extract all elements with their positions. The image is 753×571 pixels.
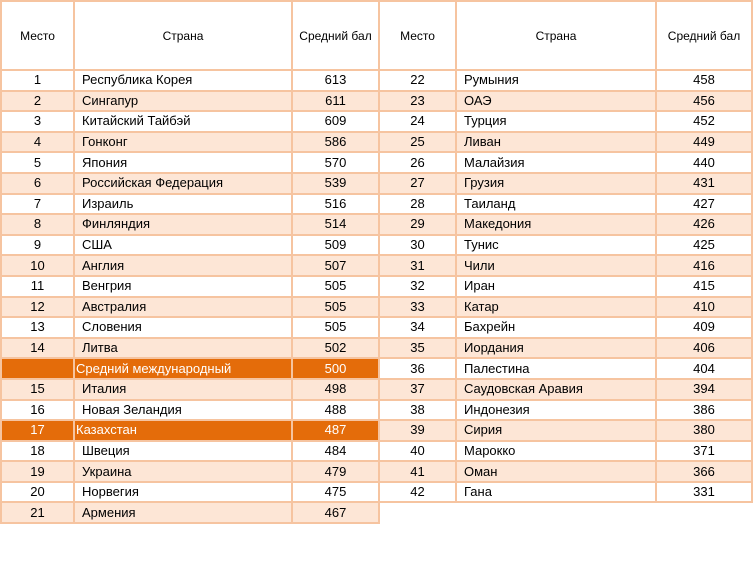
country-cell: Саудовская Аравия <box>456 379 656 400</box>
rank-cell: 4 <box>1 132 74 153</box>
table-row <box>1 482 379 503</box>
country-cell: Тунис <box>456 235 656 256</box>
score-cell: 456 <box>656 91 752 112</box>
country-cell: Гана <box>456 482 656 503</box>
rank-cell: 8 <box>1 214 74 235</box>
country-cell: Российская Федерация <box>74 173 292 194</box>
score-cell: 449 <box>656 132 752 153</box>
table-row <box>379 152 752 173</box>
score-cell: 366 <box>656 461 752 482</box>
table-row <box>379 255 752 276</box>
table-row <box>379 70 752 91</box>
left-table-body <box>1 1 379 523</box>
score-cell: 498 <box>292 379 379 400</box>
left-table <box>0 0 380 524</box>
score-cell: 458 <box>656 70 752 91</box>
rank-cell: 39 <box>379 420 456 441</box>
country-cell: Словения <box>74 317 292 338</box>
country-cell: Финляндия <box>74 214 292 235</box>
rank-cell: 5 <box>1 152 74 173</box>
score-cell: 613 <box>292 70 379 91</box>
rank-cell: 1 <box>1 70 74 91</box>
country-cell: Катар <box>456 297 656 318</box>
table-row <box>379 276 752 297</box>
country-cell: Средний международный <box>74 358 292 379</box>
rank-cell: 33 <box>379 297 456 318</box>
rank-cell: 37 <box>379 379 456 400</box>
country-cell: Палестина <box>456 358 656 379</box>
header-score: Средний бал <box>292 1 379 70</box>
rank-cell: 29 <box>379 214 456 235</box>
rank-cell: 40 <box>379 441 456 462</box>
table-row <box>1 214 379 235</box>
rank-cell: 13 <box>1 317 74 338</box>
country-cell: Таиланд <box>456 194 656 215</box>
rank-cell: 18 <box>1 441 74 462</box>
table-row <box>1 152 379 173</box>
rank-cell: 7 <box>1 194 74 215</box>
score-cell: 409 <box>656 317 752 338</box>
table-row <box>1 111 379 132</box>
score-cell: 586 <box>292 132 379 153</box>
table-row <box>1 235 379 256</box>
rank-cell: 2 <box>1 91 74 112</box>
table-row <box>1 255 379 276</box>
table-row <box>1 400 379 421</box>
score-cell: 416 <box>656 255 752 276</box>
table-row <box>1 194 379 215</box>
header-country: Страна <box>74 1 292 70</box>
country-cell: Швеция <box>74 441 292 462</box>
header-rank: Место <box>379 1 456 70</box>
country-cell: Македония <box>456 214 656 235</box>
rank-cell: 12 <box>1 297 74 318</box>
rank-cell: 16 <box>1 400 74 421</box>
rank-cell: 14 <box>1 338 74 359</box>
country-cell: Италия <box>74 379 292 400</box>
right-header-row <box>379 1 752 70</box>
country-cell: Норвегия <box>74 482 292 503</box>
rank-cell: 11 <box>1 276 74 297</box>
country-cell: Япония <box>74 152 292 173</box>
rank-cell: 25 <box>379 132 456 153</box>
country-cell: Венгрия <box>74 276 292 297</box>
country-cell: Малайзия <box>456 152 656 173</box>
country-cell: Сирия <box>456 420 656 441</box>
country-cell: Австралия <box>74 297 292 318</box>
table-row <box>1 420 379 441</box>
table-row <box>379 400 752 421</box>
country-cell: Иран <box>456 276 656 297</box>
rank-cell: 24 <box>379 111 456 132</box>
country-cell: Оман <box>456 461 656 482</box>
rank-cell: 36 <box>379 358 456 379</box>
score-cell: 479 <box>292 461 379 482</box>
score-cell: 404 <box>656 358 752 379</box>
table-row <box>379 379 752 400</box>
score-cell: 386 <box>656 400 752 421</box>
score-cell: 331 <box>656 482 752 503</box>
rank-cell: 3 <box>1 111 74 132</box>
country-cell: Казахстан <box>74 420 292 441</box>
country-cell: Иордания <box>456 338 656 359</box>
country-cell: США <box>74 235 292 256</box>
right-table <box>378 0 753 503</box>
country-cell: Литва <box>74 338 292 359</box>
rank-cell: 41 <box>379 461 456 482</box>
country-cell: Израиль <box>74 194 292 215</box>
table-row <box>379 317 752 338</box>
table-row <box>379 358 752 379</box>
score-cell: 371 <box>656 441 752 462</box>
rank-cell: 22 <box>379 70 456 91</box>
table-row <box>379 297 752 318</box>
rank-cell: 28 <box>379 194 456 215</box>
table-row <box>1 276 379 297</box>
table-row <box>379 235 752 256</box>
score-cell: 500 <box>292 358 379 379</box>
right-table-body <box>379 1 752 502</box>
country-cell: Ливан <box>456 132 656 153</box>
score-cell: 502 <box>292 338 379 359</box>
score-cell: 467 <box>292 502 379 523</box>
score-cell: 505 <box>292 297 379 318</box>
rank-cell: 35 <box>379 338 456 359</box>
score-cell: 440 <box>656 152 752 173</box>
score-cell: 487 <box>292 420 379 441</box>
header-score: Средний бал <box>656 1 752 70</box>
score-cell: 539 <box>292 173 379 194</box>
header-country: Страна <box>456 1 656 70</box>
header-rank: Место <box>1 1 74 70</box>
score-cell: 611 <box>292 91 379 112</box>
score-cell: 406 <box>656 338 752 359</box>
table-row <box>379 111 752 132</box>
country-cell: Грузия <box>456 173 656 194</box>
rank-cell: 27 <box>379 173 456 194</box>
score-cell: 452 <box>656 111 752 132</box>
table-row <box>1 70 379 91</box>
score-cell: 514 <box>292 214 379 235</box>
table-row <box>1 173 379 194</box>
score-cell: 516 <box>292 194 379 215</box>
score-cell: 410 <box>656 297 752 318</box>
rank-cell: 32 <box>379 276 456 297</box>
country-cell: Марокко <box>456 441 656 462</box>
table-row <box>1 132 379 153</box>
table-row <box>1 317 379 338</box>
country-cell: Индонезия <box>456 400 656 421</box>
table-row <box>379 482 752 503</box>
table-row <box>1 461 379 482</box>
country-cell: ОАЭ <box>456 91 656 112</box>
country-cell: Новая Зеландия <box>74 400 292 421</box>
rank-cell: 23 <box>379 91 456 112</box>
score-cell: 505 <box>292 317 379 338</box>
table-row <box>1 379 379 400</box>
country-cell: Украина <box>74 461 292 482</box>
score-cell: 394 <box>656 379 752 400</box>
score-cell: 380 <box>656 420 752 441</box>
country-cell: Китайский Тайбэй <box>74 111 292 132</box>
score-cell: 570 <box>292 152 379 173</box>
table-row <box>379 441 752 462</box>
score-cell: 415 <box>656 276 752 297</box>
table-row <box>379 420 752 441</box>
table-row <box>379 194 752 215</box>
score-cell: 484 <box>292 441 379 462</box>
score-cell: 427 <box>656 194 752 215</box>
score-cell: 426 <box>656 214 752 235</box>
country-cell: Бахрейн <box>456 317 656 338</box>
score-cell: 425 <box>656 235 752 256</box>
rank-cell: 9 <box>1 235 74 256</box>
rank-cell: 26 <box>379 152 456 173</box>
rank-cell: 20 <box>1 482 74 503</box>
rank-cell: 15 <box>1 379 74 400</box>
rank-cell: 42 <box>379 482 456 503</box>
rank-cell: 17 <box>1 420 74 441</box>
country-cell: Румыния <box>456 70 656 91</box>
rank-cell: 38 <box>379 400 456 421</box>
score-cell: 488 <box>292 400 379 421</box>
table-row <box>1 441 379 462</box>
table-row <box>1 502 379 523</box>
country-cell: Сингапур <box>74 91 292 112</box>
table-row <box>1 358 379 379</box>
table-row <box>379 173 752 194</box>
score-cell: 505 <box>292 276 379 297</box>
rank-cell: 10 <box>1 255 74 276</box>
rank-cell: 30 <box>379 235 456 256</box>
country-cell: Чили <box>456 255 656 276</box>
rank-cell: 6 <box>1 173 74 194</box>
score-cell: 431 <box>656 173 752 194</box>
table-row <box>379 461 752 482</box>
left-header-row <box>1 1 379 70</box>
rank-cell: 19 <box>1 461 74 482</box>
score-cell: 509 <box>292 235 379 256</box>
rank-cell <box>1 358 74 379</box>
score-cell: 475 <box>292 482 379 503</box>
table-row <box>1 338 379 359</box>
country-cell: Турция <box>456 111 656 132</box>
table-row <box>1 297 379 318</box>
country-cell: Армения <box>74 502 292 523</box>
table-row <box>379 91 752 112</box>
table-row <box>379 132 752 153</box>
country-cell: Англия <box>74 255 292 276</box>
country-cell: Гонконг <box>74 132 292 153</box>
country-cell: Республика Корея <box>74 70 292 91</box>
rank-cell: 31 <box>379 255 456 276</box>
score-cell: 507 <box>292 255 379 276</box>
table-row <box>379 338 752 359</box>
score-cell: 609 <box>292 111 379 132</box>
table-row <box>1 91 379 112</box>
table-row <box>379 214 752 235</box>
rank-cell: 21 <box>1 502 74 523</box>
rank-cell: 34 <box>379 317 456 338</box>
